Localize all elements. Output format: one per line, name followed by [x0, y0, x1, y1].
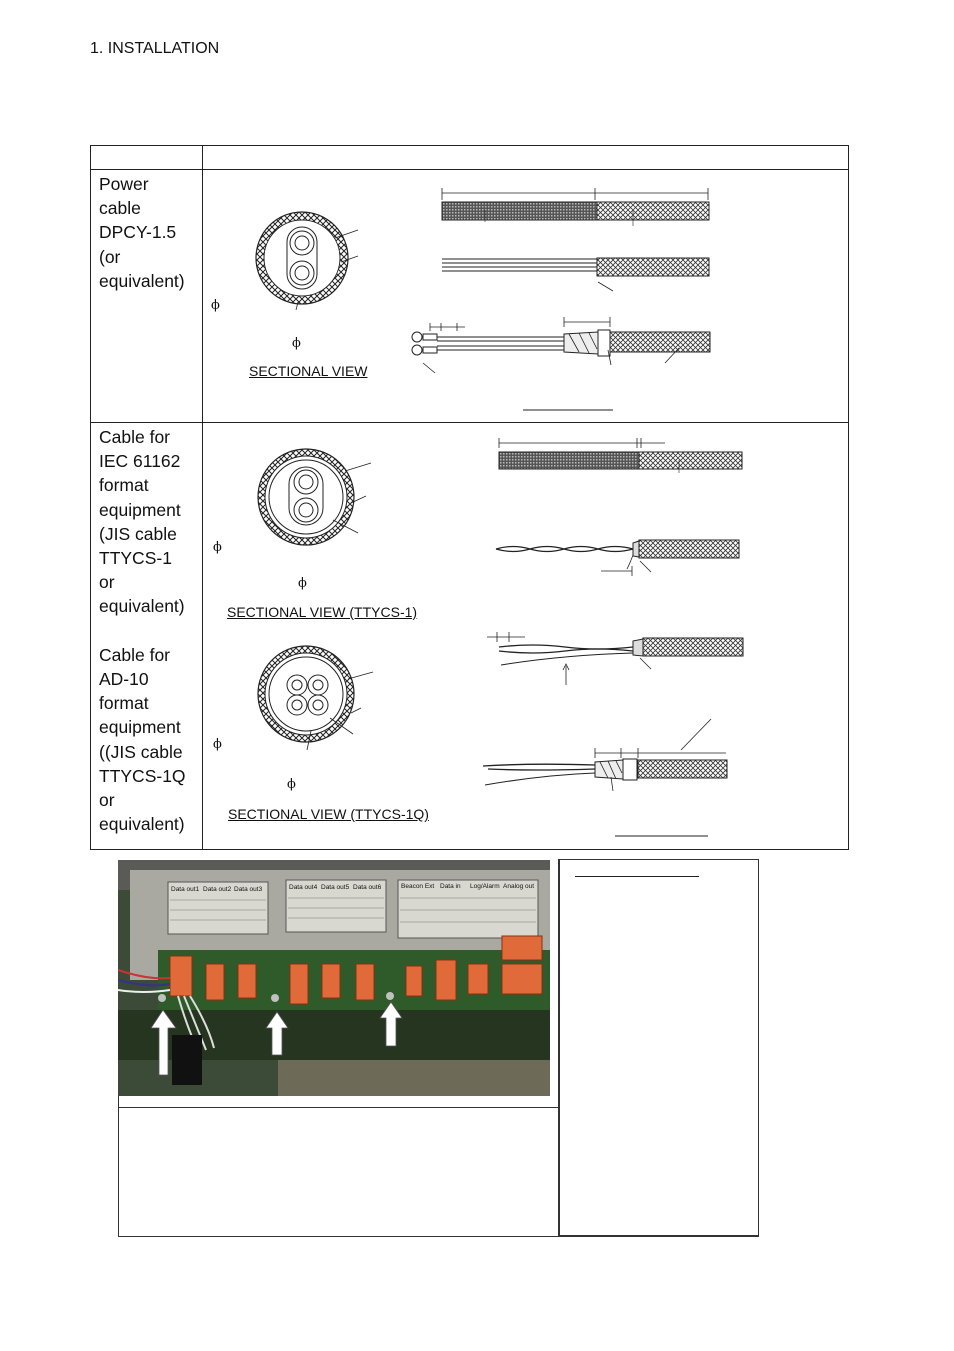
diameter-symbol: ϕ — [213, 540, 222, 555]
strip-step-2 — [442, 258, 709, 291]
procedure-drawing-cell — [203, 423, 849, 850]
terminal-label: Data out1 — [171, 886, 200, 893]
cable-type-line: or — [99, 790, 115, 811]
signal-strip-step-1 — [499, 438, 742, 473]
header-cell-procedure — [203, 146, 849, 170]
terminal-label: Log/Alarm — [470, 883, 500, 890]
cable-type-line: or — [99, 572, 115, 593]
terminal-label: Data out5 — [321, 884, 350, 891]
diameter-symbol: ϕ — [298, 576, 307, 591]
sectional-view-ttycs1q — [258, 646, 373, 750]
procedure-drawing-cell — [203, 170, 849, 423]
caption-box — [118, 1108, 759, 1237]
strip-step-3 — [412, 317, 710, 373]
cable-type-line: IEC 61162 — [99, 451, 181, 472]
diameter-symbol: ϕ — [213, 737, 222, 752]
sectional-view-circle — [256, 212, 358, 310]
terminal-label: Beacon Ext — [401, 883, 435, 890]
cable-type-line: equipment — [99, 499, 181, 520]
table-row — [91, 423, 849, 850]
header-cell-type — [91, 146, 203, 170]
sectional-view-label: SECTIONAL VIEW — [249, 363, 368, 379]
terminal-label: Analog out — [503, 883, 535, 890]
cable-type-line: ((JIS cable — [99, 741, 183, 762]
terminal-label: Data in — [440, 883, 461, 890]
table-header-row — [91, 146, 849, 170]
terminal-label: Data out6 — [353, 884, 382, 891]
cable-type-line: Cable for — [99, 644, 171, 665]
cable-type-line: equipment — [99, 717, 181, 738]
signal-cable-drawing — [203, 423, 849, 850]
signal-strip-step-4 — [483, 719, 727, 791]
cable-type-label — [91, 170, 202, 293]
cable-type-line: equivalent) — [99, 814, 185, 835]
table-row — [91, 170, 849, 423]
power-cable-drawing — [203, 170, 849, 423]
cable-type-label — [91, 423, 202, 836]
cable-type-line: (JIS cable — [99, 523, 177, 544]
cable-type-line: equivalent) — [99, 270, 185, 291]
terminal-label: Data out2 — [203, 886, 232, 893]
cable-type-line: format — [99, 475, 149, 496]
signal-strip-step-2 — [496, 540, 739, 576]
cable-type-line: Cable for — [99, 427, 171, 447]
terminal-label: Data out3 — [234, 886, 263, 893]
cable-table — [90, 145, 849, 850]
diameter-symbol: ϕ — [287, 777, 296, 792]
section-header: 1. INSTALLATION — [90, 40, 220, 57]
sectional-view-ttycs1 — [258, 449, 371, 545]
cable-type-line: Power — [99, 174, 149, 194]
cable-type-line: (or — [99, 246, 121, 267]
cable-type-cell — [91, 423, 203, 850]
strip-step-1 — [442, 188, 709, 226]
cable-type-line: equivalent) — [99, 596, 185, 617]
cable-type-line — [99, 619, 202, 643]
signal-strip-step-3 — [487, 632, 743, 685]
cable-type-line: TTYCS-1Q — [99, 765, 186, 786]
sectional-view-label-ttycs1q: SECTIONAL VIEW (TTYCS-1Q) — [228, 806, 429, 822]
cable-type-line: format — [99, 693, 149, 714]
terminal-label: Data out4 — [289, 884, 318, 891]
cable-type-line: DPCY-1.5 — [99, 222, 177, 243]
cable-type-line: AD-10 — [99, 669, 149, 690]
cable-type-line: TTYCS-1 — [99, 548, 172, 569]
sectional-view-label-ttycs1: SECTIONAL VIEW (TTYCS-1) — [227, 604, 418, 620]
diameter-symbol: ϕ — [292, 336, 301, 351]
diameter-symbol: ϕ — [211, 298, 220, 313]
notes-heading-line — [575, 876, 699, 877]
cable-type-cell — [91, 170, 203, 423]
cable-type-line: cable — [99, 198, 141, 219]
terminal-board-photo — [118, 860, 550, 1096]
